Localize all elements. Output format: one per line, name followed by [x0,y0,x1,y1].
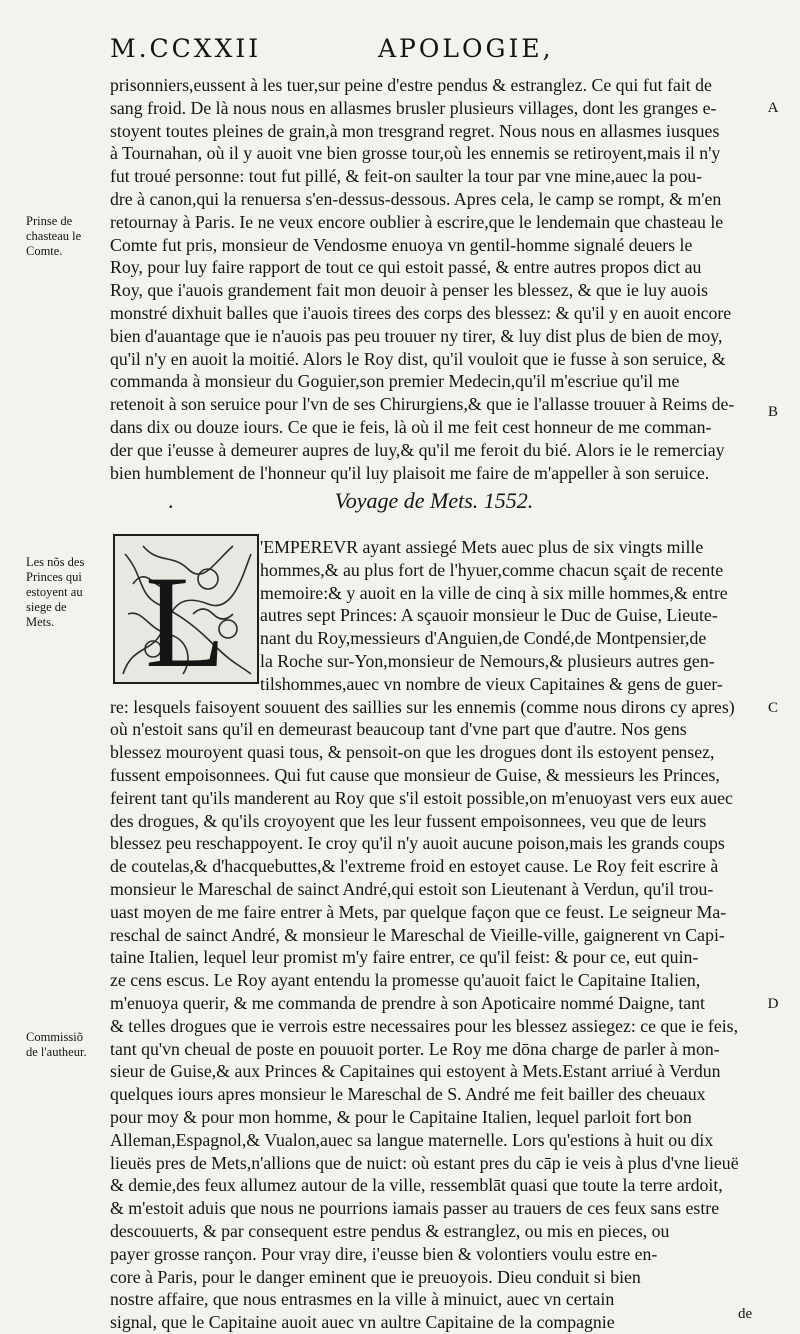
section-title [110,488,758,518]
text-line: de coutelas,& d'hacquebuttes,& l'extreme froid en estoyet cause. Le Roy feit escrire à [110,856,719,877]
text-line: memoire:& y auoit en la ville de cinq à six mille hommes,& entre [260,582,728,603]
margin-note-line: Les nõs des [26,555,85,569]
text-line: commanda à monsieur du Goguier,son premier Medecin,qu'il m'escriue qu'il me [110,371,680,392]
margin-note-line: de l'autheur. [26,1045,87,1059]
signature-mark-b: B [767,404,778,420]
text-line: der que i'eusse à demeurer aupres de luy,& qu'il me feroit du bié. Alors ie le remerciay [110,439,725,460]
margin-note-line: estoyent au [26,585,83,599]
margin-note-line: Commissiõ [26,1030,83,1044]
text-line: feirent tant qu'ils manderent au Roy que s'il estoit possible,on m'enuoyast vers eux auec [110,787,733,808]
text-line: nant du Roy,messieurs d'Anguien,de Condé,de Montpensier,de [260,628,707,649]
text-line: m'enuoya querir, & me commanda de prendre à son Apoticaire nommé Daigne, tant [110,992,706,1013]
text-line: Roy, pour luy faire rapport de tout ce qui estoit passé, & entre autres propos dict au [110,257,702,278]
text-line: & demie,des feux allumez autour de la ville, ressemblāt quasi que toute la terre ardoit, [110,1175,723,1196]
section-title-text: Voyage de Mets. 1552. [334,488,534,513]
text-line: descouuerts, & par consequent estre pendus & estranglez, ou mis en pieces, ou [110,1220,670,1241]
text-line: retenoit à son seruice pour l'vn de ses Chirurgiens,& que ie l'allasse trouuer à Reims de- [110,394,735,415]
text-line: pour moy & pour mon homme, & pour le Capitaine Italien, lequel parloit fort bon [110,1106,692,1127]
text-line: monstré dixhuit balles que i'auois tirees des corps des blessez: & qu'il y en auoit encore [110,302,732,323]
signature-mark-a: A [767,100,779,116]
text-line: dans dix ou douze iours. Ce que ie feis, là où il me feit cest honneur de me comman- [110,416,712,437]
text-line: retournay à Paris. Ie ne veux encore oublier à escrire,que le lendemain que chasteau le [110,211,724,232]
text-line: blessez mouroyent quasi tous, & pensoit-on que les drogues dont ils estoyent pensez, [110,742,715,763]
text-line: Roy, que i'auois grandement fait mon deuoir à penser les blessez, & que ie luy auois [110,280,709,301]
section-dot: . [168,488,174,513]
text-line: hommes,& au plus fort de l'hyuer,comme chacun sçait de recente [260,559,724,580]
margin-note-line: chasteau le [26,229,82,243]
text-line: tant qu'vn cheual de poste en pouuoit porter. Le Roy me dōna charge de parler à mon- [110,1038,720,1059]
text-line: bien humblement de l'honneur qu'il luy plaisoit me faire de m'appeller à son seruice. [110,462,710,483]
text-line: nostre affaire, que nous entrasmes en la ville à minuict, auec vn certain [110,1289,615,1310]
margin-note-commission [26,1030,106,1060]
text-line: fussent empoisonnees. Qui fut cause que monsieur de Guise, & messieurs les Princes, [110,764,720,785]
text-line: core à Paris, pour le danger eminent que ie preuoyois. Dieu conduit si bien [110,1266,641,1287]
text-line: ze cens escus. Le Roy ayant entendu la promesse qu'auoit faict le Capitaine Italien, [110,970,701,991]
catchword: de [738,1306,753,1322]
text-line: dre à canon,qui la renuersa s'en-dessus-dessous. Apres cela, le camp se rompt, & m'en [110,188,722,209]
text-line: Comte fut pris, monsieur de Vendosme enuoya vn gentil-homme signalé deuers le [110,234,693,255]
margin-note-line: Mets. [26,615,55,629]
text-line: la Roche sur-Yon,monsieur de Nemours,& plusieurs autres gen- [260,650,715,671]
dropcap-letter: L [145,548,226,684]
text-line: payer grosse rançon. Pour vray dire, i'eusse bien & volontiers voulu estre en- [110,1243,658,1264]
margin-note-bleedthrough [28,330,108,345]
margin-note-line: Princes qui [26,570,82,584]
text-line: qu'il n'y en auoit la moitié. Alors le Roy dist, qu'il vouloit que ie fusse à son seruice, & [110,348,726,369]
margin-note-princes [26,555,106,630]
text-line: re: lesquels faisoyent souuent des saillies sur les ennemis (comme nous dirons cy apres) [110,696,735,717]
text-line: & telles drogues que ie verrois estre necessaires pour les blessez assiegez: ce que ie feis, [110,1015,739,1036]
text-line: tilshommes,auec vn nombre de vieux Capitaines & gens de guer- [260,673,723,694]
folio-number: M.CCXXII [110,34,262,63]
text-line: sang froid. De là nous nous en allasmes brusler plusieurs villages, dont les granges e- [110,97,717,118]
text-block-lower [110,536,758,1334]
text-line: prisonniers,eussent à les tuer,sur peine d'estre pendus & estranglez. Ce qui fut fait de [110,75,712,95]
text-block-upper [110,74,758,484]
text-line: taine Italien, lequel leur promist m'y faire entrer, ce qu'il feist: & pour ce, eut quin- [110,947,699,968]
text-line: signal, que le Capitaine auoit auec vn aultre Capitaine de la compagnie [110,1312,615,1333]
text-line: bien d'auantage que ie n'auois pas peu trouuer ny tirer, & luy dist plus de bien de moy, [110,325,723,346]
text-line: monsieur le Mareschal de sainct André,qui estoit son Lieutenant à Verdun, qu'il trou- [110,878,714,899]
text-line: lieuës pres de Mets,n'allions que de nuict: où estant pres du cāp ie veis à plus d'vne lieuë [110,1152,739,1173]
margin-note-line: Comte. [26,244,63,258]
signature-mark-c: C [767,700,778,716]
page-header [110,34,750,74]
margin-note-chasteau [26,214,106,259]
text-line: reschal de sainct André, & monsieur le Mareschal de Vieille-ville, gaignerent vn Capi- [110,924,725,945]
text-line: sieur de Guise,& aux Princes & Capitaines qui estoyent à Mets.Estant arriué à Verdun [110,1061,721,1082]
signature-mark-d: D [767,996,779,1012]
text-line: stoyent toutes pleines de grain,à mon tresgrand regret. Nous nous en allasmes iusques [110,120,720,141]
text-line: quelques iours apres monsieur le Mareschal de S. André me feit bailler des cheuaux [110,1084,706,1105]
text-line: fut troué personne: tout fut pillé, & feit-on saulter la tour par vne mine,auec la pou- [110,166,703,187]
text-line: 'EMPEREVR ayant assiegé Mets auec plus de six vingts mille [260,537,704,557]
text-line: à Tournahan, où il y auoit vne bien grosse tour,où les ennemis se retiroyent,mais il n'y [110,143,721,164]
text-line: où n'estoit sans qu'il en demeurast beaucoup tant d'vne part que d'autre. Nos gens [110,719,687,740]
text-line: uast moyen de me faire entrer à Mets, par quelque façon que ce feust. Le seigneur Ma- [110,901,727,922]
text-line: des drogues, & qu'ils croyoyent que les leur fussent empoisonnees, veu que de leurs [110,810,707,831]
text-line: Alleman,Espagnol,& Vualon,auec sa langue maternelle. Lors qu'estions à huit ou dix [110,1129,714,1150]
running-title: APOLOGIE, [378,34,554,63]
margin-note-line: siege de [26,600,67,614]
text-line: autres sept Princes: A sçauoir monsieur le Duc de Guise, Lieute- [260,605,718,626]
text-line: blessez peu reschappoyent. Ie croy qu'il n'y auoit aucune poison,mais les grands coups [110,833,725,854]
margin-note-line: Prinse de [26,214,73,228]
text-line: & m'estoit aduis que nous ne pourrions iamais passer au trauers de ces feux sans estre [110,1198,720,1219]
